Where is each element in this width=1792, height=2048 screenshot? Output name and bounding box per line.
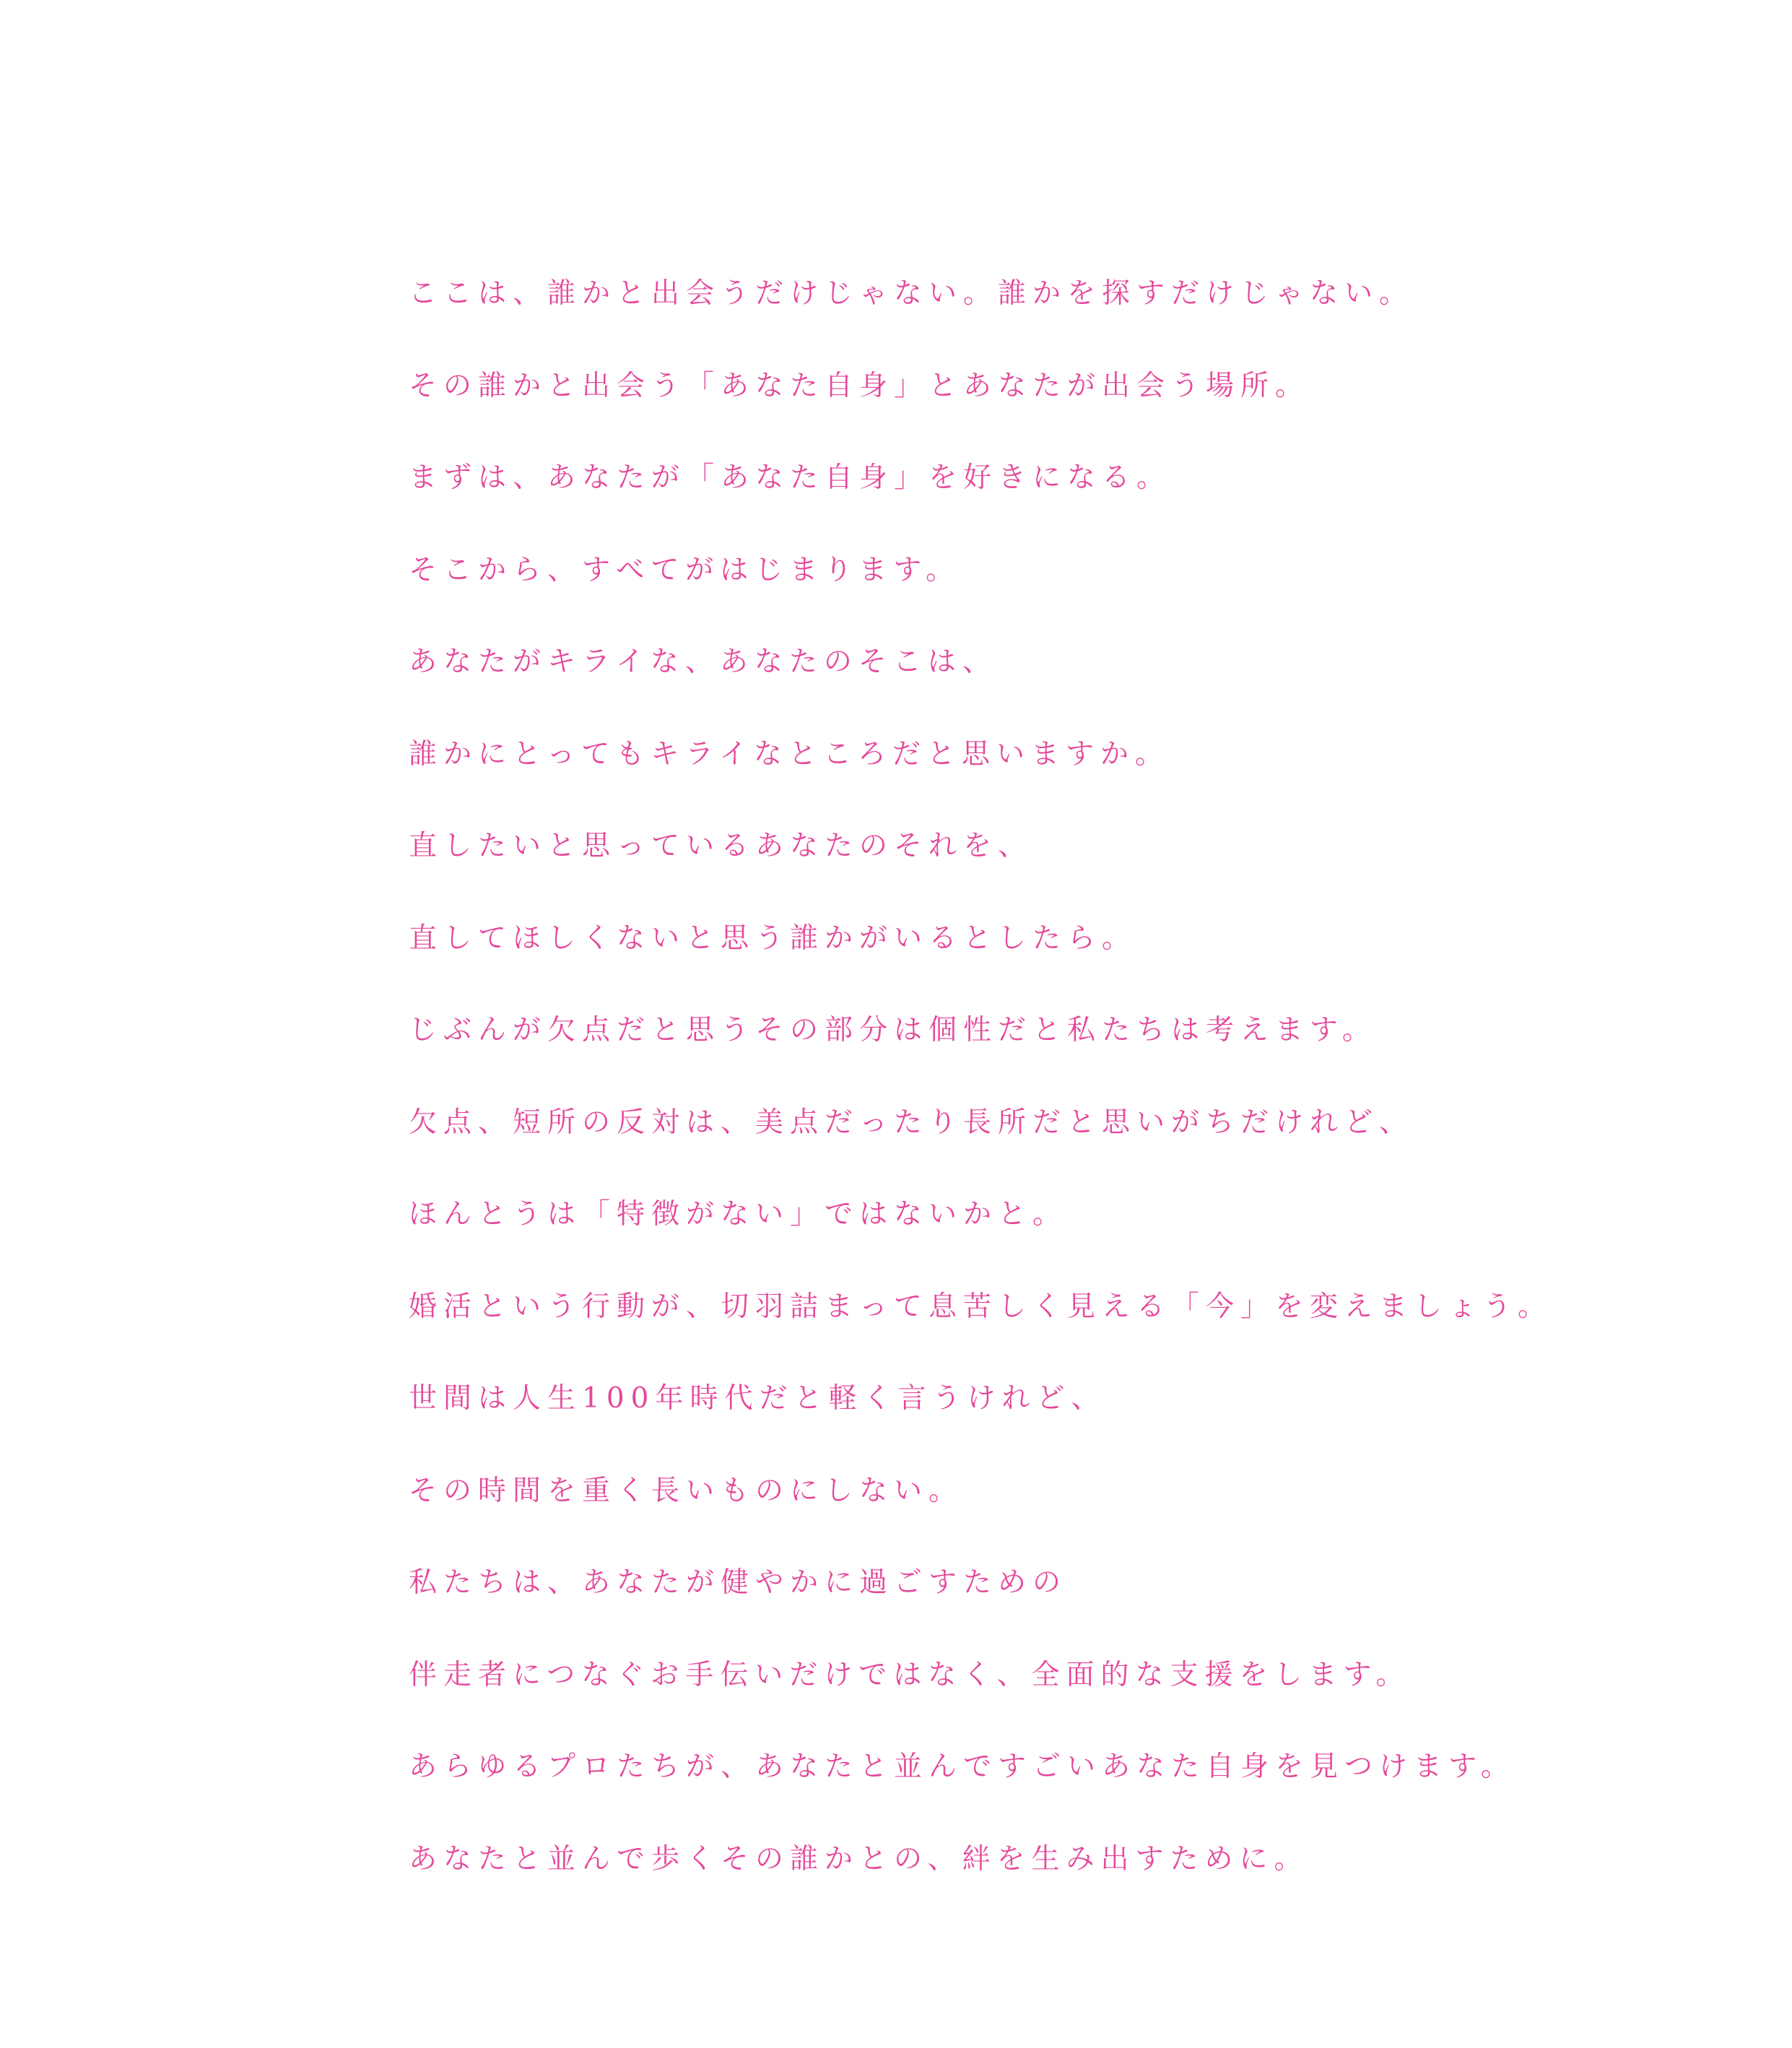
message-line: 誰かにとってもキライなところだと思いますか。 [409,737,1170,771]
message-line: ここは、誰かと出会うだけじゃない。誰かを探すだけじゃない。 [409,277,1414,310]
message-line: あらゆるプロたちが、あなたと並んですごいあなた自身を見つけます。 [409,1750,1515,1783]
message-line: まずは、あなたが「あなた自身」を好きになる。 [409,461,1172,494]
message-line: その誰かと出会う「あなた自身」とあなたが出会う場所。 [409,369,1310,402]
message-line: 直してほしくないと思う誰かがいるとしたら。 [409,921,1137,955]
message-line: ほんとうは「特徴がない」ではないかと。 [409,1198,1068,1231]
message-line: 伴走者につなぐお手伝いだけではなく、全面的な支援をします。 [409,1658,1411,1691]
message-line: 私たちは、あなたが健やかに過ごすための [409,1566,1068,1599]
message-line: あなたがキライな、あなたのそこは、 [409,646,997,678]
message-line: 直したいと思っているあなたのそれを、 [409,830,1033,862]
message-line: その時間を重く長いものにしない。 [409,1474,964,1507]
message-text-block [409,264,1766,1922]
message-line: 欠点、短所の反対は、美点だったり長所だと思いがちだけれど、 [409,1106,1414,1139]
message-line: 婚活という行動が、切羽詰まって息苦しく見える「今」を変えましょう。 [409,1290,1553,1323]
message-line: 世間は人生100年時代だと軽く言うけれど、 [409,1382,1106,1415]
message-line: そこから、すべてがはじまります。 [409,553,961,586]
message-line: あなたと並んで歩くその誰かとの、絆を生み出すために。 [409,1842,1309,1875]
message-line: じぶんが欠点だと思うその部分は個性だと私たちは考えます。 [409,1014,1377,1046]
